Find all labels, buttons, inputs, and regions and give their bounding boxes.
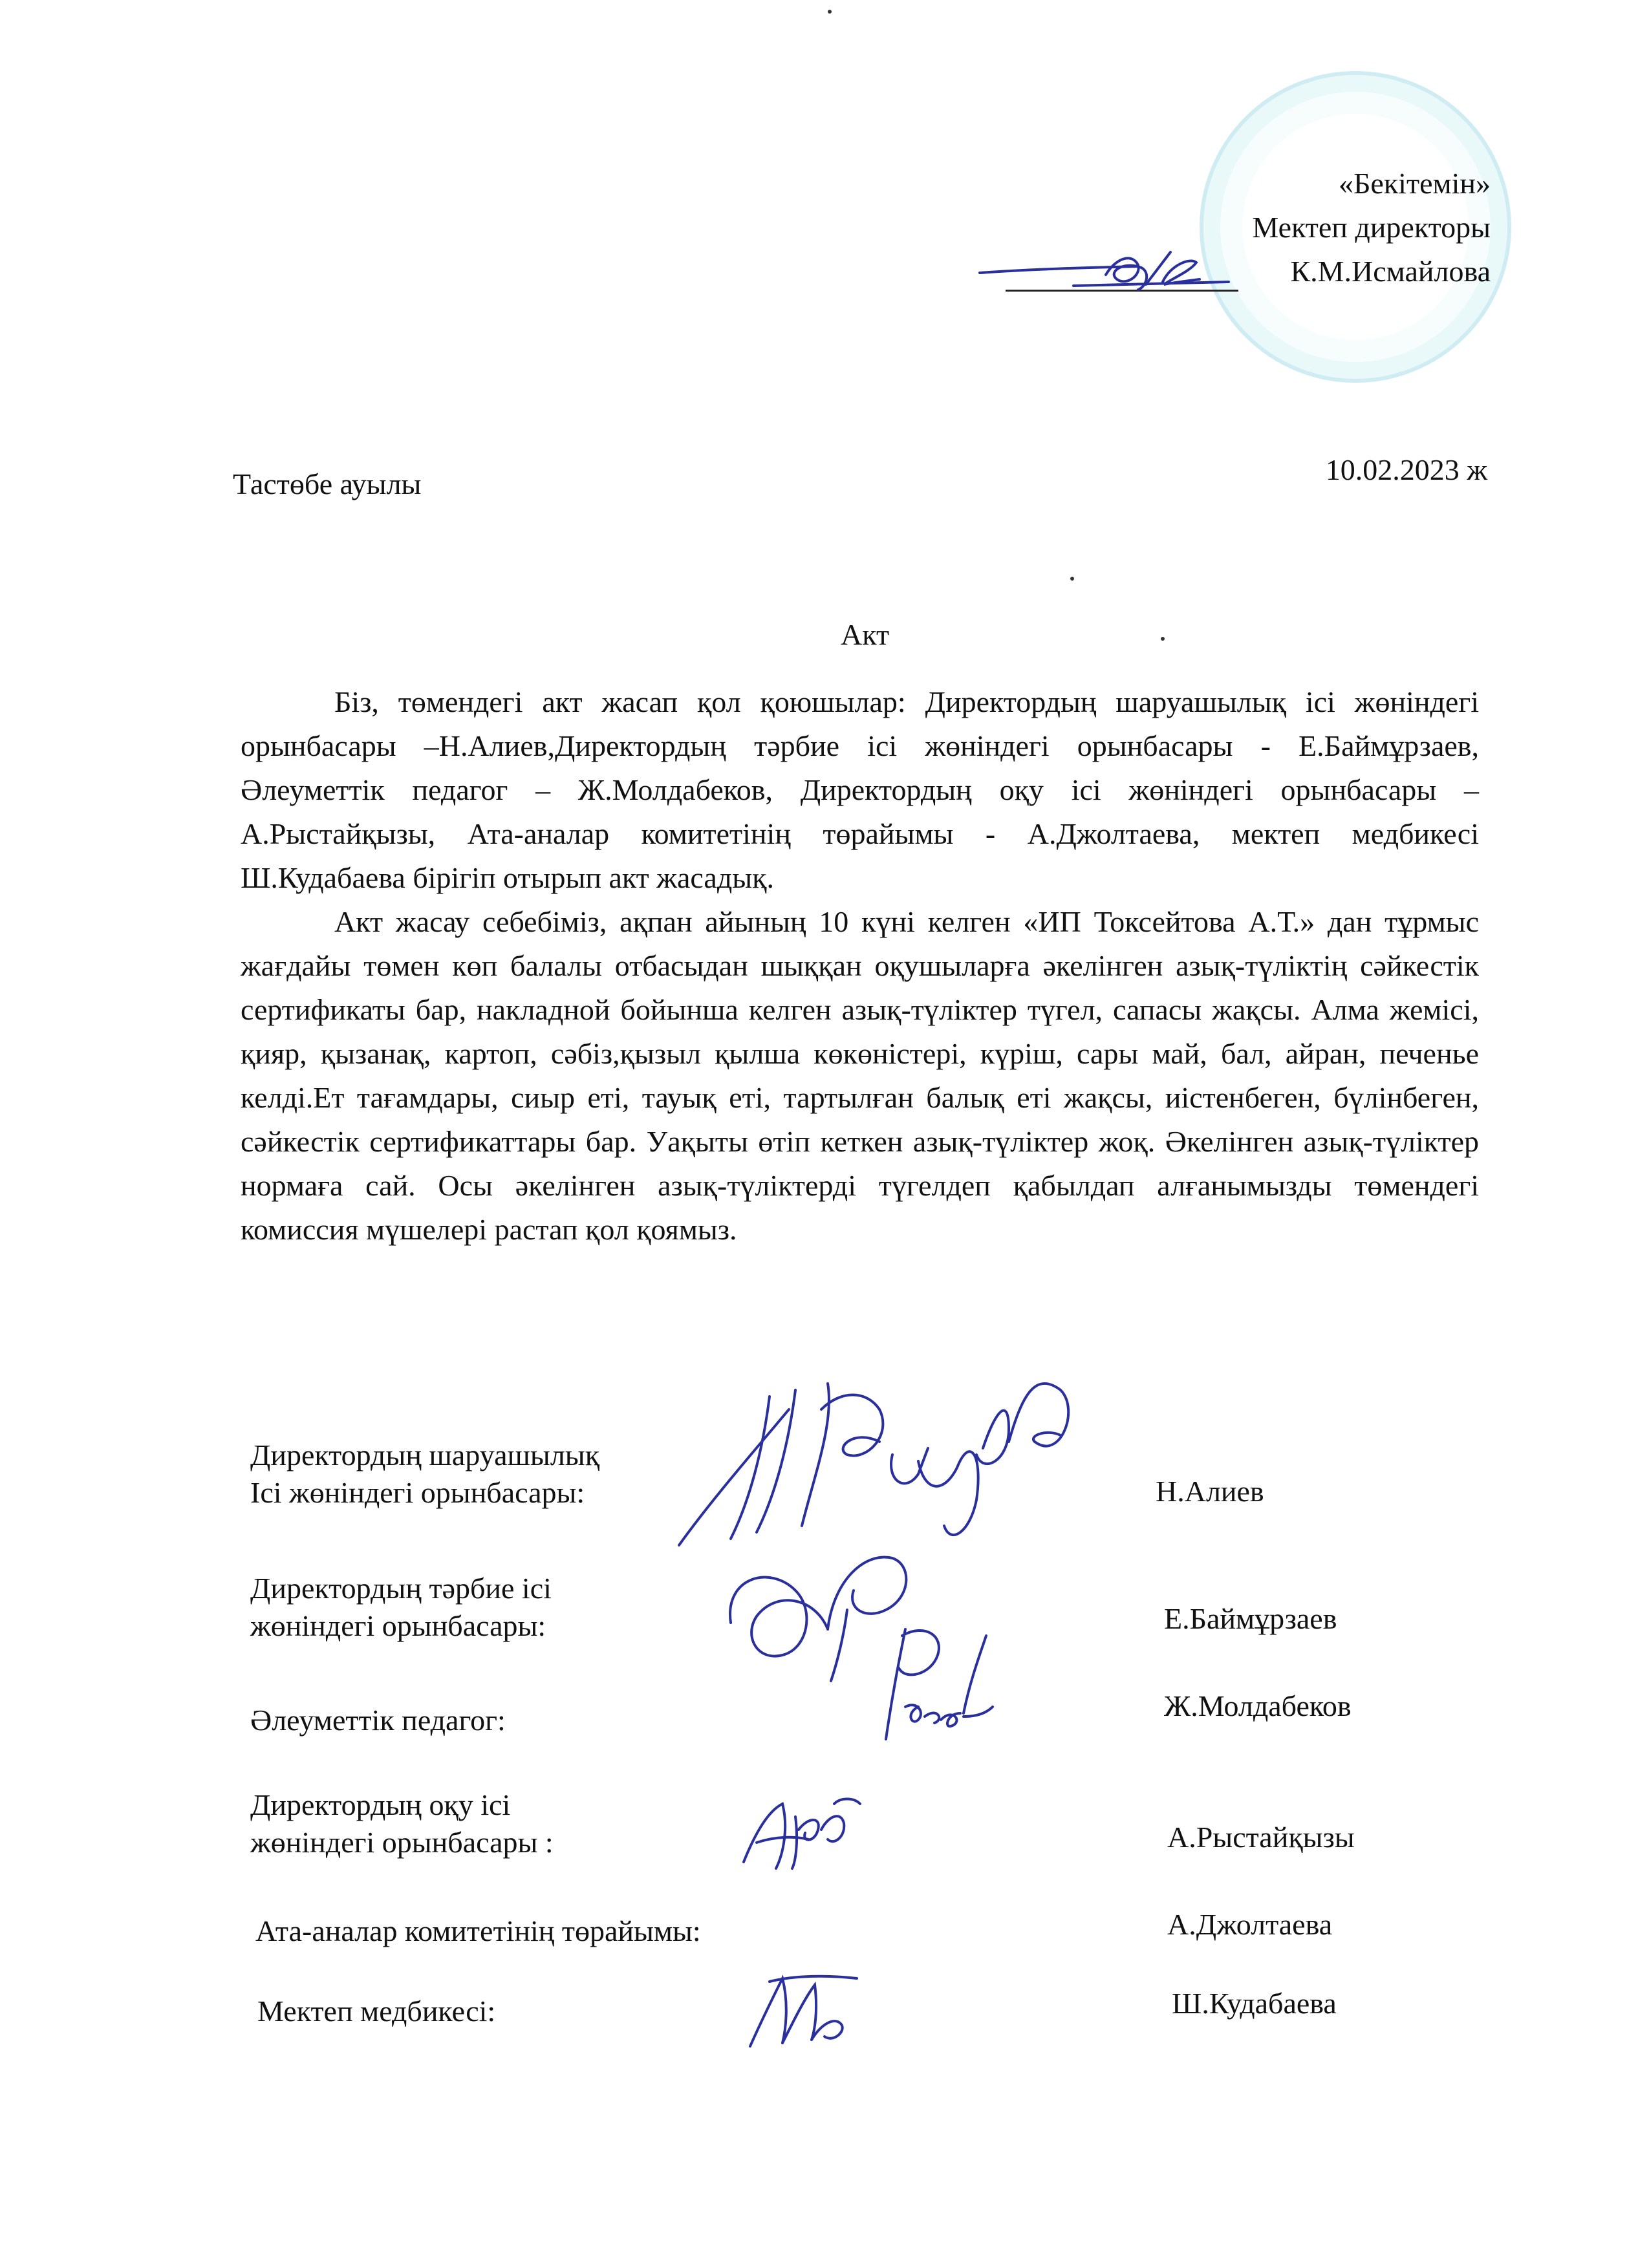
document-date: 10.02.2023 ж [1325, 453, 1487, 486]
signatory-role: Директордың оқу ісі жөніндегі орынбасары : [250, 1788, 554, 1859]
signatory-role: Директордың тәрбие ісі жөніндегі орынбасары: [250, 1572, 552, 1642]
document-title: Акт [841, 618, 890, 651]
signatory-name: А.Рыстайқызы [1167, 1821, 1355, 1854]
approval-name: К.М.Исмайлова [1290, 255, 1491, 288]
signatory-name: Ш.Кудабаева [1172, 1987, 1337, 2020]
signatory-role: Мектеп медбикесі: [257, 1995, 496, 2027]
approval-title: «Бекітемін» [1339, 167, 1491, 200]
signatory-name: Ж.Молдабеков [1164, 1689, 1352, 1722]
signatory-name: Н.Алиев [1156, 1475, 1264, 1508]
scan-speck [1070, 577, 1074, 581]
signature-rystaiqyzy [737, 1791, 867, 1875]
place-name: Тастөбе ауылы [233, 467, 422, 500]
signatory-name: А.Джолтаева [1167, 1908, 1333, 1941]
signatory-role: Директордың шаруашылық Ісі жөніндегі орынбасары: [250, 1439, 600, 1509]
signature-kudabaeva [744, 1965, 860, 2049]
paragraph: Біз, төмендегі акт жасап қол қоюшылар: Директордың шаруашылық ісі жөніндегі орынбасары –Н.Алиев,Директордың тәрбие ісі жөніндегі орынбасары - Е.Баймұрзаев, Әлеуметтік педагог – Ж.Молдабеков, Директордың оқу ісі жөніндегі орынбасары – А.Рыстайқызы, Ата-аналар комитетінің төрайымы - А.Джолтаева, мектеп медбикесі Ш.Кудабаева бірігіп отырып акт жасадық. [241, 685, 1479, 894]
scan-speck [828, 10, 832, 14]
signature-aliev [673, 1371, 1086, 1558]
director-signature [976, 239, 1248, 310]
signatory-name: Е.Баймұрзаев [1164, 1602, 1337, 1635]
signature-moldabekov [867, 1616, 996, 1746]
paragraph: Акт жасау себебіміз, ақпан айының 10 күні келген «ИП Токсейтова А.Т.» дан тұрмыс жағдайы төмен көп балалы отбасыдан шыққан оқушыларға әкелінген азық-түліктің сәйкестік сертификаты бар, накладной бойынша келген азық-түліктер түгел, сапасы жақсы. Алма жемісі, қияр, қызанақ, картоп, сәбіз,қызыл қылша көкөністері, күріш, сары май, бал, айран, печенье келді.Ет тағамдары, сиыр еті, тауық еті, тартылған балық еті жақсы, иістенбеген, бүлінбеген, сәйкестік сертификаттары бар. Уақыты өтіп кеткен азық-түліктер жоқ. Әкелінген азық-түліктер нормаға сай. Осы әкелінген азық-түліктерді түгелдеп қабылдап алғанымызды төмендегі комиссия мүшелері растап қол қоямыз. [241, 905, 1479, 1246]
scan-speck [1161, 637, 1165, 641]
signatory-role: Әлеуметтік педагог: [250, 1704, 506, 1737]
approval-block [1252, 162, 1491, 294]
document-body [241, 680, 1479, 1252]
signatory-role: Ата-аналар комитетінің төрайымы: [255, 1914, 701, 1947]
approval-position: Мектеп директоры [1252, 211, 1491, 244]
